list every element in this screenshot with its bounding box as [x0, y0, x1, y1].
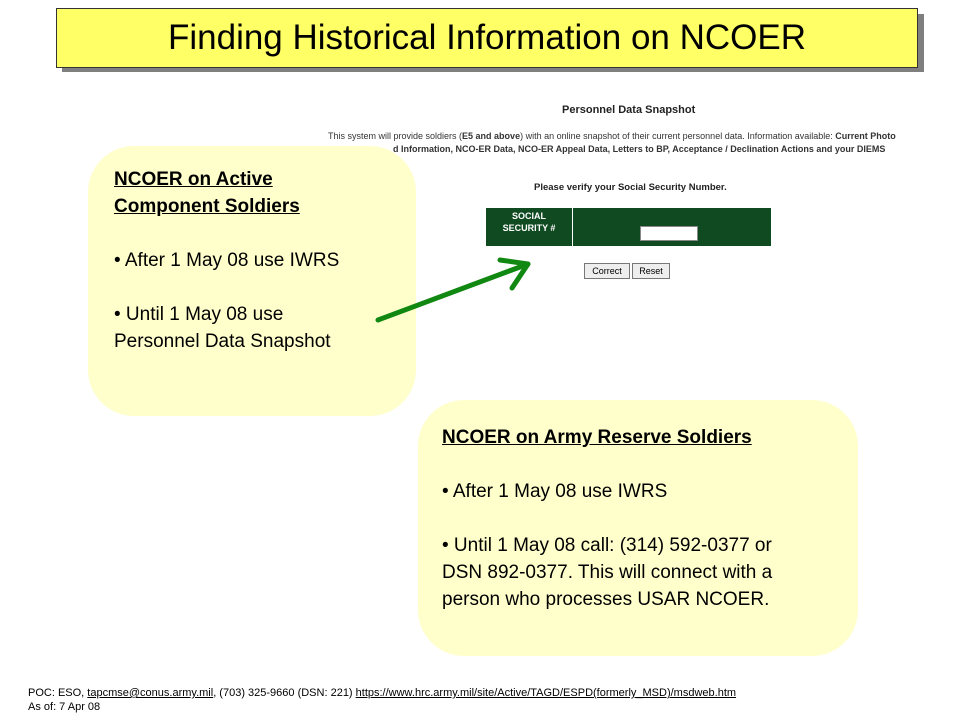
reset-button[interactable]: Reset [632, 263, 670, 279]
snapshot-verify-text: Please verify your Social Security Number. [534, 182, 727, 193]
correct-button[interactable]: Correct [584, 263, 630, 279]
active-card-bullet-2-line2: Personnel Data Snapshot [114, 331, 331, 352]
snapshot-desc-line1 [328, 130, 948, 143]
green-arrow-icon [370, 250, 540, 340]
desc-text: This system will provide soldiers ( [328, 131, 463, 141]
footer-poc-line [28, 686, 736, 700]
snapshot-desc-line2: d Information, NCO-ER Data, NCO-ER Appeal Data, Letters to BP, Acceptance / Declination Actions and your DIEMS [393, 144, 886, 154]
army-reserve-card [418, 400, 858, 656]
snapshot-heading: Personnel Data Snapshot [562, 104, 696, 116]
url-link[interactable]: https://www.hrc.army.mil/site/Active/TAGD/ESPD(formerly_MSD)/msdweb.htm [355, 687, 737, 699]
reserve-card-bullet-1: • After 1 May 08 use IWRS [442, 481, 668, 502]
page-title-text: Finding Historical Information on NCOER [167, 18, 806, 57]
snapshot-description [328, 130, 948, 156]
ssn-label-line2: SECURITY # [502, 223, 556, 233]
footer-text: , (703) 325-9660 (DSN: 221) [213, 687, 356, 699]
active-card-bullet-2-line1: • Until 1 May 08 use [114, 304, 284, 325]
reserve-card-bullet-2-line2: DSN 892-0377. This will connect with a [442, 562, 773, 583]
page-title [56, 8, 918, 68]
reserve-card-bullet-2-line3: person who processes USAR NCOER. [442, 589, 770, 610]
reserve-card-bullet-2-line1: • Until 1 May 08 call: (314) 592-0377 or [442, 535, 772, 556]
active-card-heading-line1: NCOER on Active [114, 169, 273, 190]
ssn-input[interactable] [640, 226, 698, 241]
ssn-label [486, 208, 572, 246]
ssn-label-line1: SOCIAL [511, 211, 546, 221]
active-component-card [88, 146, 416, 416]
desc-bold: E5 and above [462, 131, 521, 141]
footer-text: POC: ESO, [28, 687, 88, 699]
desc-text: ) with an online snapshot of their current personnel data. Information available: [520, 131, 836, 141]
footer-as-of: As of: 7 Apr 08 [28, 701, 101, 713]
footer [28, 686, 736, 714]
reserve-card-heading: NCOER on Army Reserve Soldiers [442, 427, 752, 448]
desc-bold: Current Photo [835, 131, 896, 141]
active-card-heading-line2: Component Soldiers [114, 196, 300, 217]
active-card-bullet-1: • After 1 May 08 use IWRS [114, 250, 340, 271]
email-link[interactable]: tapcmse@conus.army.mil [87, 687, 214, 699]
